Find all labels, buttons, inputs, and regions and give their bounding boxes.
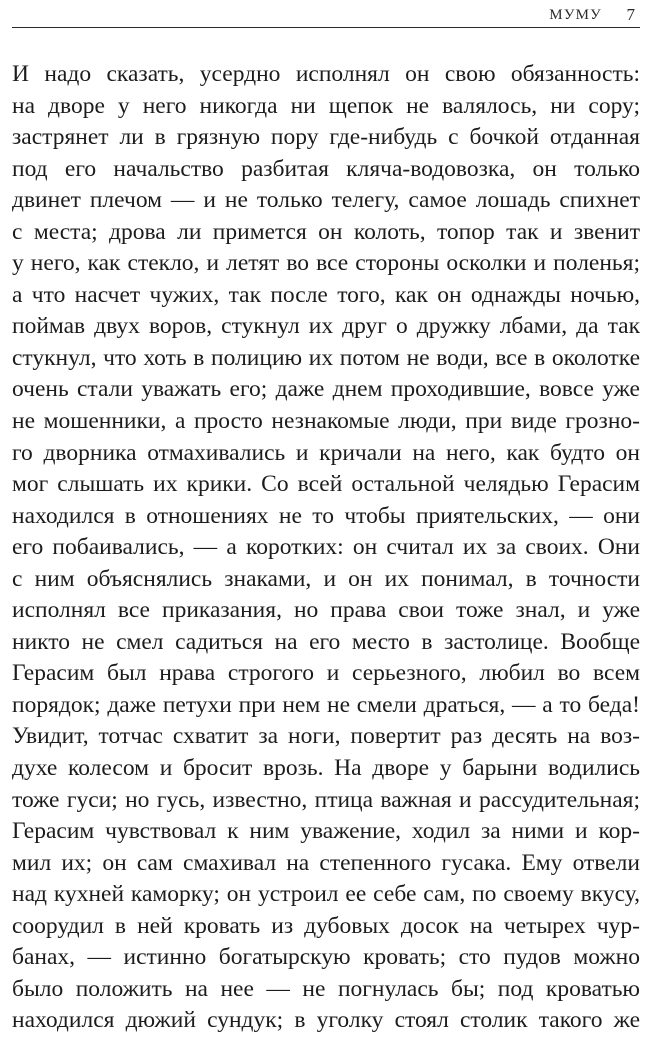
text-line: над кухней каморку; он устроил ее себе сам, по своему вкусу, — [12, 881, 640, 908]
text-line: мил их; он сам смахивал на степенного гусака. Ему отвели — [12, 849, 640, 876]
text-line: соорудил в ней кровать из дубовых досок на четырех чур- — [12, 912, 640, 939]
text-line: духе колесом и бросит врозь. На дворе у барыни водились — [12, 755, 640, 782]
text-line: И надо сказать, усердно исполнял он свою обязанность: — [12, 61, 640, 87]
text-line: исполнял все приказания, но права свои тоже знал, и уже — [12, 597, 640, 624]
text-line: поймав двух воров, стукнул их друг о дружку лбами, да так — [12, 313, 640, 340]
text-line: мог слышать их крики. Со всей остальной челядью Герасим — [12, 471, 640, 498]
body-text — [12, 59, 640, 1037]
running-head-title: МУМУ — [549, 7, 602, 23]
text-line: Герасим чувствовал к ним уважение, ходил за ними и кор- — [12, 818, 640, 845]
text-line: было положить на нее — не погнулась бы; под кроватью — [12, 975, 640, 1002]
text-line: находился в отношениях не то чтобы приятельских, — они — [12, 502, 640, 529]
text-line: находился дюжий сундук; в уголку стоял столик такого же — [12, 1007, 640, 1034]
text-line: на дворе у него никогда ни щепок не валялось, ни сору; — [12, 92, 640, 119]
text-line: с места; дрова ли примется он колоть, топор так и звенит — [12, 218, 640, 245]
text-line: у него, как стекло, и летят во все стороны осколки и поленья; — [12, 250, 640, 277]
text-line: двинет плечом — и не только телегу, самое лошадь спихнет — [12, 187, 640, 214]
text-line: его побаивались, — а коротких: он считал их за своих. Они — [12, 534, 640, 561]
text-line: порядок; даже петухи при нем не смели драться, — а то беда! — [12, 691, 640, 718]
text-line: застрянет ли в грязную пору где-нибудь с бочкой отданная — [12, 124, 640, 151]
running-head — [12, 0, 640, 28]
text-line: не мошенники, а просто незнакомые люди, при виде грозно- — [12, 408, 640, 435]
page-number: 7 — [626, 5, 635, 24]
text-line: банах, — истинно богатырскую кровать; сто пудов можно — [12, 944, 640, 971]
text-line: Увидит, тотчас схватит за ноги, повертит раз десять на воз- — [12, 723, 640, 750]
text-line: под его начальство разбитая кляча-водовозка, он только — [12, 155, 640, 182]
text-line: Герасим был нрава строгого и серьезного, любил во всем — [12, 660, 640, 687]
text-line: а что насчет чужих, так после того, как он однажды ночью, — [12, 281, 640, 308]
text-line: го дворника отмахивались и кричали на него, как будто он — [12, 439, 640, 466]
text-line: никто не смел садиться на его место в застолице. Вообще — [12, 628, 640, 655]
text-line: очень стали уважать его; даже днем проходившие, вовсе уже — [12, 376, 640, 403]
text-line: с ним объяснялись знаками, и он их понимал, в точности — [12, 565, 640, 592]
text-line: стукнул, что хоть в полицию их потом не води, все в околотке — [12, 344, 640, 371]
text-line: тоже гуси; но гусь, известно, птица важная и рассудительная; — [12, 786, 640, 813]
